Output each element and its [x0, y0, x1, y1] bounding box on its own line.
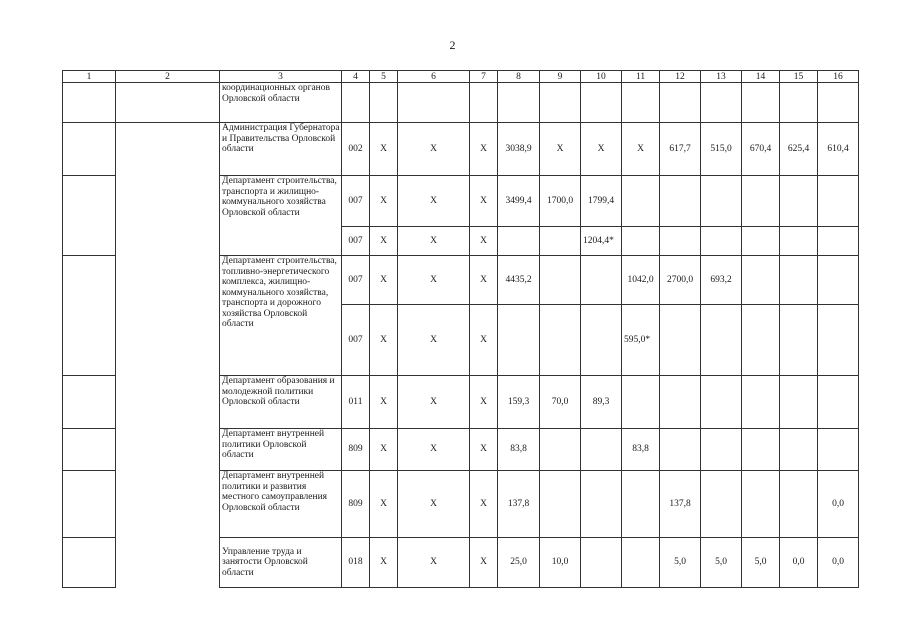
table-cell — [116, 83, 220, 123]
table-cell: Х — [370, 305, 398, 376]
table-cell — [818, 376, 859, 429]
table-row — [63, 123, 859, 176]
table-cell — [622, 83, 660, 123]
table-cell: Х — [398, 256, 470, 305]
table-cell: Х — [398, 538, 470, 588]
org-name: Департамент строительства, транспорта и жилищно-коммунального хозяйства Орловской области — [220, 176, 342, 256]
table-cell: 83,8 — [622, 429, 660, 471]
table-cell: 515,0 — [701, 123, 742, 176]
table-cell — [116, 123, 220, 588]
table-cell: 0,0 — [780, 538, 818, 588]
table-cell — [470, 83, 498, 123]
table-cell: 5,0 — [660, 538, 701, 588]
table-cell — [581, 471, 622, 538]
table-cell: 5,0 — [742, 538, 780, 588]
table-cell — [63, 123, 116, 176]
table-cell: 137,8 — [498, 471, 540, 538]
table-cell: Х — [370, 256, 398, 305]
table-cell — [780, 305, 818, 376]
table-cell: 595,0* — [622, 305, 660, 376]
table-cell: 159,3 — [498, 376, 540, 429]
table-cell — [818, 176, 859, 227]
table-cell: 4435,2 — [498, 256, 540, 305]
page-number: 2 — [449, 38, 456, 52]
table-cell: Х — [370, 429, 398, 471]
org-name: Управление труда и занятости Орловской области — [220, 538, 342, 588]
table-cell — [581, 256, 622, 305]
table-cell — [780, 83, 818, 123]
table-cell — [540, 83, 581, 123]
table-cell — [701, 227, 742, 256]
table-cell: Х — [370, 227, 398, 256]
table-cell — [701, 176, 742, 227]
table-cell — [701, 429, 742, 471]
table-cell: Х — [470, 376, 498, 429]
table-cell — [780, 256, 818, 305]
col-header: 16 — [818, 71, 859, 83]
table-cell — [63, 256, 116, 376]
table-cell: Х — [622, 123, 660, 176]
table-cell — [498, 227, 540, 256]
table-cell — [701, 471, 742, 538]
col-header: 8 — [498, 71, 540, 83]
table-cell — [581, 538, 622, 588]
table-cell — [780, 176, 818, 227]
table-cell: 007 — [342, 227, 370, 256]
org-name: Департамент строительства, топливно-энергетического комплекса, жилищно-коммунального хозяйства, транспорта и дорожного хозяйства Орловской области — [220, 256, 342, 376]
table-cell: Х — [398, 429, 470, 471]
table-cell: 625,4 — [780, 123, 818, 176]
col-header: 4 — [342, 71, 370, 83]
table-cell: 610,4 — [818, 123, 859, 176]
table-cell — [540, 305, 581, 376]
table-cell: 1042,0 — [622, 256, 660, 305]
org-name: Департамент внутренней политики и развития местного самоуправления Орловской области — [220, 471, 342, 538]
table-cell: 0,0 — [818, 471, 859, 538]
table-cell — [701, 83, 742, 123]
org-name: Департамент образования и молодежной политики Орловской области — [220, 376, 342, 429]
table-cell — [622, 376, 660, 429]
table-cell — [701, 376, 742, 429]
table-cell — [540, 429, 581, 471]
table-cell: Х — [581, 123, 622, 176]
table-cell: 011 — [342, 376, 370, 429]
col-header: 9 — [540, 71, 581, 83]
table-cell — [581, 83, 622, 123]
table-cell — [342, 83, 370, 123]
table-cell — [498, 305, 540, 376]
table-cell — [622, 538, 660, 588]
table-cell: Х — [398, 305, 470, 376]
col-header: 7 — [470, 71, 498, 83]
table-cell: 10,0 — [540, 538, 581, 588]
table-cell — [398, 83, 470, 123]
col-header: 3 — [220, 71, 342, 83]
table-cell — [540, 256, 581, 305]
table-cell: Х — [370, 176, 398, 227]
table-cell: Х — [470, 429, 498, 471]
table-cell: Х — [540, 123, 581, 176]
table-cell — [63, 429, 116, 471]
table-cell: Х — [398, 376, 470, 429]
col-header: 2 — [116, 71, 220, 83]
table-cell — [370, 83, 398, 123]
table-cell: 137,8 — [660, 471, 701, 538]
table-cell — [63, 176, 116, 256]
table-cell: Х — [370, 376, 398, 429]
col-header: 1 — [63, 71, 116, 83]
table-cell: Х — [398, 123, 470, 176]
org-name: Администрация Губернатора и Правительства Орловской области — [220, 123, 342, 176]
table-cell — [622, 176, 660, 227]
table-cell: 693,2 — [701, 256, 742, 305]
col-header: 12 — [660, 71, 701, 83]
col-header: 10 — [581, 71, 622, 83]
header-row — [63, 71, 859, 83]
table-cell — [780, 429, 818, 471]
table-cell — [742, 227, 780, 256]
table-cell — [622, 227, 660, 256]
table-cell — [818, 429, 859, 471]
table-cell: Х — [398, 471, 470, 538]
table-cell — [660, 376, 701, 429]
table-cell: 83,8 — [498, 429, 540, 471]
table-cell — [660, 227, 701, 256]
org-name: Департамент внутренней политики Орловской области — [220, 429, 342, 471]
table-cell: Х — [470, 471, 498, 538]
col-header: 6 — [398, 71, 470, 83]
table-cell — [660, 305, 701, 376]
table-cell — [622, 471, 660, 538]
table-cell: 002 — [342, 123, 370, 176]
table-cell: Х — [470, 227, 498, 256]
table-cell: 25,0 — [498, 538, 540, 588]
table-cell: Х — [370, 471, 398, 538]
table-cell: 670,4 — [742, 123, 780, 176]
budget-table — [62, 70, 859, 588]
table-cell — [498, 83, 540, 123]
table-cell: 007 — [342, 256, 370, 305]
table-cell — [540, 227, 581, 256]
col-header: 13 — [701, 71, 742, 83]
table-cell — [780, 227, 818, 256]
table-cell — [742, 376, 780, 429]
table-cell: 1700,0 — [540, 176, 581, 227]
table-cell — [780, 376, 818, 429]
table-cell: Х — [470, 256, 498, 305]
table-cell: Х — [370, 123, 398, 176]
table-cell — [540, 471, 581, 538]
table-cell: 809 — [342, 429, 370, 471]
table-cell: Х — [398, 227, 470, 256]
table-cell — [660, 429, 701, 471]
table-cell — [660, 176, 701, 227]
table-cell — [742, 83, 780, 123]
table-cell — [818, 256, 859, 305]
table-cell: 809 — [342, 471, 370, 538]
table-cell: 0,0 — [818, 538, 859, 588]
table-cell: Х — [470, 176, 498, 227]
table-cell: 3499,4 — [498, 176, 540, 227]
table-cell — [701, 305, 742, 376]
col-header: 11 — [622, 71, 660, 83]
table-cell: Х — [470, 538, 498, 588]
table-cell — [742, 256, 780, 305]
table-cell: 89,3 — [581, 376, 622, 429]
table-cell: 1799,4 — [581, 176, 622, 227]
table-cell: 007 — [342, 305, 370, 376]
table-cell: 018 — [342, 538, 370, 588]
table-cell — [818, 227, 859, 256]
org-name: координационных органов Орловской области — [220, 83, 342, 123]
table-cell: 2700,0 — [660, 256, 701, 305]
table-cell: 1204,4* — [581, 227, 622, 256]
table-cell: Х — [398, 176, 470, 227]
table-cell: 007 — [342, 176, 370, 227]
table-cell: Х — [370, 538, 398, 588]
table-cell — [581, 305, 622, 376]
table-cell — [742, 305, 780, 376]
table-cell — [818, 83, 859, 123]
table-cell — [63, 471, 116, 538]
col-header: 14 — [742, 71, 780, 83]
table-cell — [780, 471, 818, 538]
table-cell: 617,7 — [660, 123, 701, 176]
table-cell — [818, 305, 859, 376]
table-cell — [660, 83, 701, 123]
table-cell — [581, 429, 622, 471]
table-row — [63, 83, 859, 123]
table-cell: Х — [470, 305, 498, 376]
table-cell — [63, 538, 116, 588]
table-cell: 5,0 — [701, 538, 742, 588]
table-cell — [742, 471, 780, 538]
col-header: 5 — [370, 71, 398, 83]
col-header: 15 — [780, 71, 818, 83]
table-cell — [63, 83, 116, 123]
table-cell — [63, 376, 116, 429]
table-cell: Х — [470, 123, 498, 176]
table-cell — [742, 176, 780, 227]
table-cell: 3038,9 — [498, 123, 540, 176]
table-cell: 70,0 — [540, 376, 581, 429]
table-cell — [742, 429, 780, 471]
